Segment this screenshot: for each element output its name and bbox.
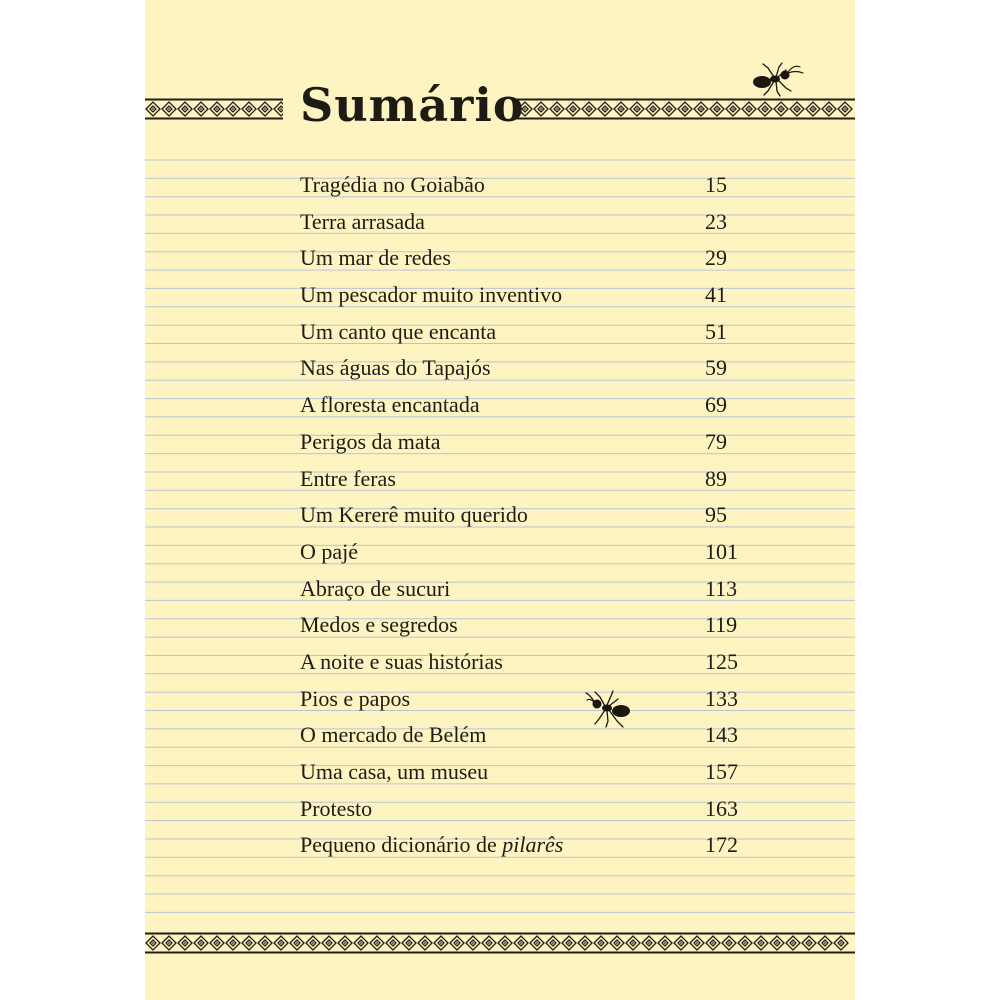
bottom-border — [145, 932, 855, 954]
toc-entry-page-number: 59 — [705, 355, 727, 381]
toc-entry-page-number: 41 — [705, 282, 727, 308]
toc-entry-page-number: 89 — [705, 465, 727, 491]
toc-entry-title — [300, 534, 358, 571]
toc-entry-title-text: A noite e suas histórias — [300, 648, 503, 674]
toc-entry — [300, 644, 740, 681]
toc-entry-title — [300, 644, 503, 681]
book-page — [145, 0, 855, 1000]
toc-entry — [300, 167, 740, 204]
toc-entry — [300, 277, 740, 314]
toc-entry-page-number: 125 — [705, 648, 738, 674]
toc-entry-page-number: 113 — [705, 575, 738, 601]
toc-entry-page-number: 69 — [705, 392, 727, 418]
toc-entry-page-number: 172 — [705, 832, 738, 858]
toc-entry-title-italic: pilarês — [502, 832, 564, 858]
toc-entry-title-text: Abraço de sucuri — [300, 575, 451, 601]
toc-entry — [300, 791, 740, 828]
toc-entry-title — [300, 204, 425, 241]
toc-entry — [300, 754, 740, 791]
toc-entry-title-text: Medos e segredos — [300, 612, 458, 638]
toc-entry-title — [300, 240, 451, 277]
toc-entry-page-number: 101 — [705, 538, 738, 564]
toc-entry — [300, 607, 740, 644]
toc-entry — [300, 571, 740, 608]
toc-entry-page-number: 95 — [705, 502, 727, 528]
ant-icon — [585, 688, 639, 730]
toc-entry — [300, 387, 740, 424]
toc-entry-title-text: Pequeno dicionário de — [300, 832, 503, 858]
toc-entry-title-text: Uma casa, um museu — [300, 759, 489, 784]
toc-entry — [300, 534, 740, 571]
geometric-pattern-icon — [145, 98, 283, 120]
toc-entry-title — [300, 571, 450, 608]
toc-entry — [300, 240, 740, 277]
toc-entry-page-number: 15 — [705, 172, 727, 197]
toc-entry-page-number: 51 — [705, 318, 727, 344]
toc-entry-title — [300, 827, 563, 864]
toc-entry-title-text: Um canto que encanta — [300, 318, 497, 344]
toc-entry-title-text: O pajé — [300, 538, 359, 564]
toc-entry-title — [300, 277, 562, 314]
toc-entry — [300, 314, 740, 351]
toc-entry-page-number: 79 — [705, 428, 727, 454]
toc-entry-title-text: Pios e papos — [300, 685, 410, 711]
toc-entry-title-text: A floresta encantada — [300, 392, 480, 418]
geometric-pattern-icon — [517, 98, 855, 120]
toc-entry-title-text: O mercado de Belém — [300, 722, 487, 748]
toc-entry — [300, 497, 740, 534]
toc-entry-title-text: Tragédia no Goiabão — [300, 172, 485, 197]
toc-entry-title — [300, 754, 488, 791]
toc-entry-title-text: Um Kererê muito querido — [300, 502, 528, 528]
toc-entry — [300, 681, 740, 718]
toc-entry-title — [300, 681, 410, 718]
table-of-contents — [300, 167, 740, 864]
toc-entry — [300, 424, 740, 461]
toc-entry-title — [300, 461, 396, 498]
toc-entry-title — [300, 497, 528, 534]
toc-entry — [300, 827, 740, 864]
ant-icon — [748, 58, 806, 98]
toc-entry-title — [300, 314, 496, 351]
toc-entry-title-text: Um mar de redes — [300, 245, 451, 271]
toc-entry-title — [300, 387, 480, 424]
top-right-border — [517, 98, 855, 120]
toc-entry-title — [300, 791, 372, 828]
toc-entry-title — [300, 717, 486, 754]
toc-entry-title-text: Terra arrasada — [300, 208, 425, 234]
toc-entry — [300, 717, 740, 754]
toc-entry-page-number: 163 — [705, 795, 738, 821]
toc-entry-page-number: 143 — [705, 722, 738, 748]
toc-entry-page-number: 29 — [705, 245, 727, 271]
toc-entry-title-text: Perigos da mata — [300, 428, 441, 454]
toc-entry — [300, 204, 740, 241]
toc-entry — [300, 461, 740, 498]
toc-entry-page-number: 157 — [705, 759, 738, 784]
page-title: Sumário — [300, 78, 525, 132]
toc-entry-title — [300, 607, 458, 644]
toc-entry-page-number: 133 — [705, 685, 738, 711]
toc-entry-title — [300, 350, 491, 387]
toc-entry-title — [300, 424, 441, 461]
toc-entry-title — [300, 167, 485, 204]
toc-entry-title-text: Entre feras — [300, 465, 396, 491]
geometric-pattern-icon — [145, 932, 855, 954]
toc-entry-page-number: 23 — [705, 208, 727, 234]
toc-entry-title-text: Um pescador muito inventivo — [300, 282, 563, 308]
toc-entry-title-text: Nas águas do Tapajós — [300, 355, 491, 381]
top-left-border — [145, 98, 283, 120]
toc-entry-page-number: 119 — [705, 612, 738, 638]
toc-entry — [300, 350, 740, 387]
toc-entry-title-text: Protesto — [300, 795, 373, 821]
